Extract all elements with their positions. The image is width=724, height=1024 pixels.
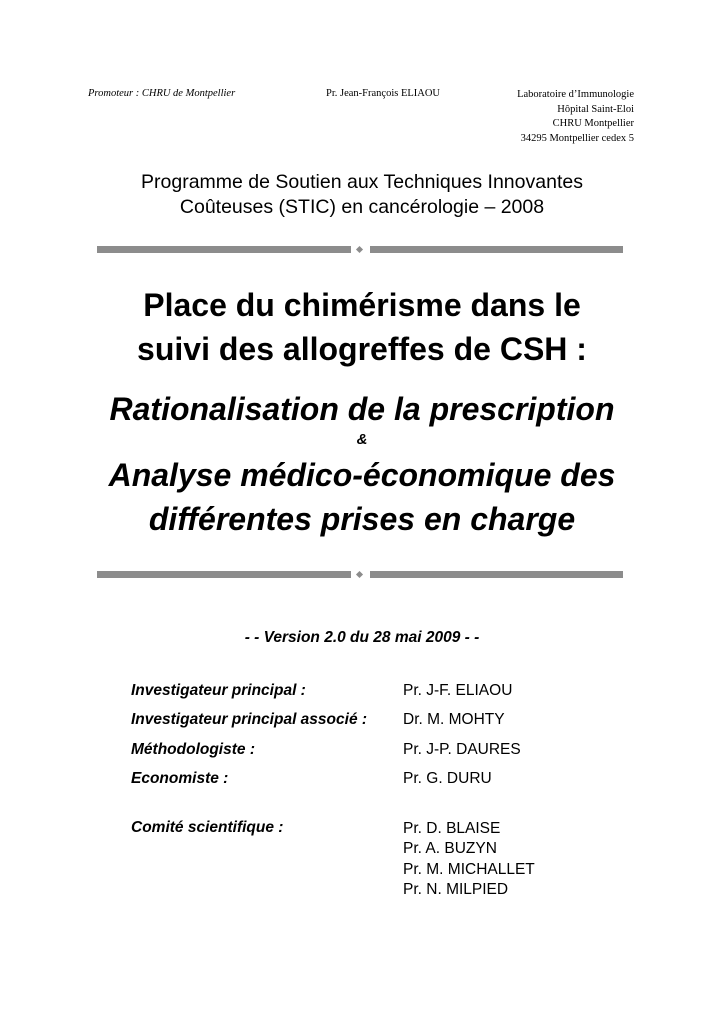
programme-line: Programme de Soutien aux Techniques Innovantes bbox=[141, 171, 583, 193]
programme-heading bbox=[0, 170, 724, 220]
committee-member: Pr. D. BLAISE bbox=[403, 820, 501, 837]
subtitle-line: différentes prises en charge bbox=[148, 501, 576, 537]
address-line: 34295 Montpellier cedex 5 bbox=[520, 132, 634, 144]
divider-diamond bbox=[356, 246, 363, 253]
committee-members bbox=[403, 819, 535, 900]
address-line: CHRU Montpellier bbox=[552, 118, 634, 129]
divider-left bbox=[97, 571, 351, 578]
divider-right bbox=[370, 246, 623, 253]
committee-member: Pr. A. BUZYN bbox=[403, 840, 497, 858]
version-line: - - Version 2.0 du 28 mai 2009 - - bbox=[244, 629, 480, 646]
divider-diamond bbox=[356, 571, 363, 578]
role-label: Investigateur principal : bbox=[131, 682, 306, 699]
programme-line: Coûteuses (STIC) en cancérologie – 2008 bbox=[179, 196, 545, 218]
person-name: Pr. J-P. DAURES bbox=[403, 741, 521, 758]
divider-right bbox=[370, 571, 623, 578]
subtitle-analyse bbox=[0, 453, 724, 541]
person-name: Pr. G. DURU bbox=[403, 770, 492, 787]
title-line: Place du chimérisme dans le bbox=[143, 287, 581, 323]
role-label: Economiste : bbox=[131, 770, 229, 787]
committee-label: Comité scientifique : bbox=[131, 819, 284, 836]
header-investigator: Pr. Jean-François ELIAOU bbox=[326, 88, 441, 99]
committee-member: Pr. M. MICHALLET bbox=[403, 860, 535, 878]
committee-member: Pr. N. MILPIED bbox=[403, 880, 509, 898]
role-label: Investigateur principal associé : bbox=[131, 711, 368, 728]
document-title bbox=[0, 283, 724, 371]
address-line: Hôpital Saint-Eloi bbox=[557, 103, 634, 115]
subtitle-rationalisation: Rationalisation de la prescription bbox=[109, 391, 615, 427]
role-label: Méthodologiste : bbox=[131, 741, 255, 758]
header-address bbox=[517, 88, 634, 146]
header-promoteur: Promoteur : CHRU de Montpellier bbox=[88, 88, 236, 99]
subtitle-ampersand: & bbox=[356, 431, 368, 448]
address-line: Laboratoire d’Immunologie bbox=[517, 89, 634, 100]
subtitle-line: Analyse médico-économique des bbox=[108, 457, 616, 493]
divider-left bbox=[97, 246, 351, 253]
title-line: suivi des allogreffes de CSH : bbox=[137, 331, 587, 367]
person-name: Pr. J-F. ELIAOU bbox=[403, 682, 513, 699]
person-name: Dr. M. MOHTY bbox=[403, 711, 505, 728]
